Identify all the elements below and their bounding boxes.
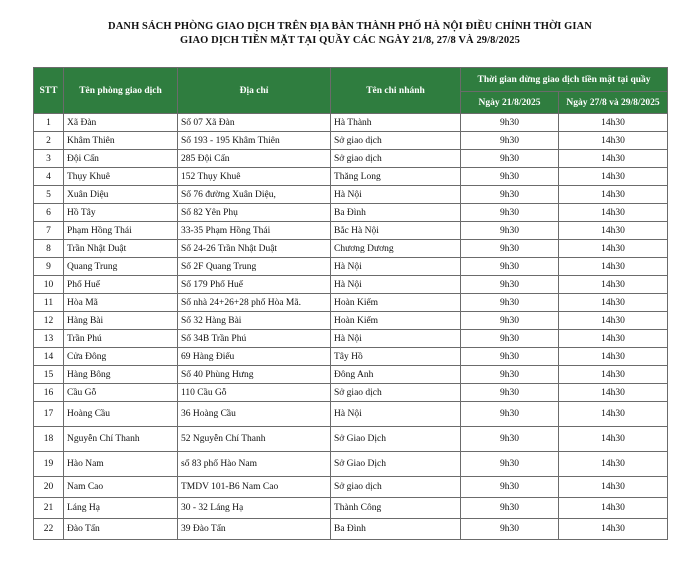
- cell-time-date-2: 14h30: [559, 204, 668, 222]
- cell-time-date-1: 9h30: [461, 114, 559, 132]
- cell-address: 33-35 Phạm Hồng Thái: [178, 222, 331, 240]
- cell-address: Số 32 Hàng Bài: [178, 312, 331, 330]
- cell-branch: Hà Nội: [331, 276, 461, 294]
- table-row: [34, 114, 668, 132]
- cell-time-date-2: 14h30: [559, 312, 668, 330]
- header-address: Địa chỉ: [178, 68, 331, 114]
- cell-office-name: Cầu Gỗ: [64, 384, 178, 402]
- cell-office-name: Cửa Đông: [64, 348, 178, 366]
- cell-office-name: Thụy Khuê: [64, 168, 178, 186]
- cell-stt: 8: [34, 240, 64, 258]
- cell-address: 36 Hoàng Cầu: [178, 402, 331, 427]
- cell-time-date-2: 14h30: [559, 477, 668, 498]
- table-row: [34, 312, 668, 330]
- cell-branch: Hà Nội: [331, 186, 461, 204]
- cell-branch: Sở giao dịch: [331, 150, 461, 168]
- cell-stt: 13: [34, 330, 64, 348]
- cell-time-date-2: 14h30: [559, 330, 668, 348]
- table-row: [34, 498, 668, 519]
- cell-time-date-2: 14h30: [559, 132, 668, 150]
- cell-office-name: Phạm Hồng Thái: [64, 222, 178, 240]
- cell-office-name: Hàng Bông: [64, 366, 178, 384]
- cell-address: Số 2F Quang Trung: [178, 258, 331, 276]
- cell-office-name: Xã Đàn: [64, 114, 178, 132]
- cell-branch: Ba Đình: [331, 204, 461, 222]
- cell-address: 110 Cầu Gỗ: [178, 384, 331, 402]
- title-line-1: DANH SÁCH PHÒNG GIAO DỊCH TRÊN ĐỊA BÀN THÀNH PHỐ HÀ NỘI ĐIỀU CHỈNH THỜI GIAN: [108, 21, 592, 32]
- cell-address: 30 - 32 Láng Hạ: [178, 498, 331, 519]
- cell-address: Số 24-26 Trần Nhật Duật: [178, 240, 331, 258]
- cell-time-date-1: 9h30: [461, 222, 559, 240]
- cell-time-date-1: 9h30: [461, 384, 559, 402]
- cell-office-name: Hồ Tây: [64, 204, 178, 222]
- cell-office-name: Hoàng Cầu: [64, 402, 178, 427]
- cell-branch: Sở Giao Dịch: [331, 427, 461, 452]
- cell-time-date-1: 9h30: [461, 132, 559, 150]
- cell-time-date-2: 14h30: [559, 222, 668, 240]
- table-row: [34, 519, 668, 540]
- cell-address: TMDV 101-B6 Nam Cao: [178, 477, 331, 498]
- cell-stt: 2: [34, 132, 64, 150]
- cell-time-date-2: 14h30: [559, 452, 668, 477]
- cell-stt: 15: [34, 366, 64, 384]
- table-row: [34, 348, 668, 366]
- cell-address: Số 40 Phùng Hưng: [178, 366, 331, 384]
- cell-branch: Hà Nội: [331, 402, 461, 427]
- cell-office-name: Đào Tấn: [64, 519, 178, 540]
- cell-time-date-1: 9h30: [461, 366, 559, 384]
- cell-stt: 5: [34, 186, 64, 204]
- cell-branch: Tây Hồ: [331, 348, 461, 366]
- cell-branch: Sở giao dịch: [331, 132, 461, 150]
- cell-branch: Sở giao dịch: [331, 477, 461, 498]
- cell-time-date-1: 9h30: [461, 186, 559, 204]
- cell-time-date-1: 9h30: [461, 498, 559, 519]
- cell-stt: 21: [34, 498, 64, 519]
- table-row: [34, 258, 668, 276]
- cell-office-name: Hào Nam: [64, 452, 178, 477]
- table-row: [34, 384, 668, 402]
- cell-office-name: Xuân Diệu: [64, 186, 178, 204]
- cell-office-name: Quang Trung: [64, 258, 178, 276]
- cell-time-date-2: 14h30: [559, 294, 668, 312]
- transaction-office-table: [33, 67, 668, 540]
- cell-office-name: Đội Cấn: [64, 150, 178, 168]
- header-office-name: Tên phòng giao dịch: [64, 68, 178, 114]
- cell-time-date-1: 9h30: [461, 204, 559, 222]
- cell-time-date-2: 14h30: [559, 168, 668, 186]
- cell-stt: 19: [34, 452, 64, 477]
- cell-office-name: Phố Huế: [64, 276, 178, 294]
- cell-stt: 10: [34, 276, 64, 294]
- cell-stt: 11: [34, 294, 64, 312]
- cell-time-date-2: 14h30: [559, 276, 668, 294]
- cell-time-date-1: 9h30: [461, 150, 559, 168]
- cell-address: 285 Đội Cấn: [178, 150, 331, 168]
- cell-branch: Thành Công: [331, 498, 461, 519]
- cell-office-name: Trần Nhật Duật: [64, 240, 178, 258]
- cell-stt: 16: [34, 384, 64, 402]
- cell-time-date-1: 9h30: [461, 312, 559, 330]
- cell-time-date-2: 14h30: [559, 114, 668, 132]
- cell-time-date-1: 9h30: [461, 168, 559, 186]
- table-row: [34, 186, 668, 204]
- cell-address: 69 Hàng Điếu: [178, 348, 331, 366]
- cell-time-date-2: 14h30: [559, 348, 668, 366]
- table-body: [34, 114, 668, 540]
- cell-branch: Hà Nội: [331, 258, 461, 276]
- table-row: [34, 222, 668, 240]
- cell-time-date-1: 9h30: [461, 477, 559, 498]
- cell-address: Số 82 Yên Phụ: [178, 204, 331, 222]
- cell-time-date-2: 14h30: [559, 240, 668, 258]
- cell-time-date-2: 14h30: [559, 427, 668, 452]
- cell-address: Số 193 - 195 Khâm Thiên: [178, 132, 331, 150]
- cell-office-name: Trần Phú: [64, 330, 178, 348]
- cell-branch: Hoàn Kiếm: [331, 294, 461, 312]
- cell-time-date-1: 9h30: [461, 519, 559, 540]
- cell-time-date-1: 9h30: [461, 294, 559, 312]
- cell-time-date-1: 9h30: [461, 452, 559, 477]
- cell-address: 152 Thụy Khuê: [178, 168, 331, 186]
- cell-time-date-2: 14h30: [559, 384, 668, 402]
- table-row: [34, 402, 668, 427]
- cell-branch: Hoàn Kiếm: [331, 312, 461, 330]
- cell-branch: Bắc Hà Nội: [331, 222, 461, 240]
- cell-time-date-2: 14h30: [559, 519, 668, 540]
- table-row: [34, 477, 668, 498]
- table-row: [34, 276, 668, 294]
- header-stt: STT: [34, 68, 64, 114]
- document-title: [0, 20, 700, 48]
- table-row: [34, 132, 668, 150]
- cell-stt: 17: [34, 402, 64, 427]
- cell-branch: Ba Đình: [331, 519, 461, 540]
- cell-time-date-2: 14h30: [559, 402, 668, 427]
- cell-branch: Đông Anh: [331, 366, 461, 384]
- cell-stt: 1: [34, 114, 64, 132]
- cell-office-name: Nam Cao: [64, 477, 178, 498]
- cell-office-name: Láng Hạ: [64, 498, 178, 519]
- cell-time-date-2: 14h30: [559, 186, 668, 204]
- cell-time-date-1: 9h30: [461, 427, 559, 452]
- header-branch: Tên chi nhánh: [331, 68, 461, 114]
- table-row: [34, 330, 668, 348]
- cell-address: Số 07 Xã Đàn: [178, 114, 331, 132]
- cell-stt: 12: [34, 312, 64, 330]
- cell-time-date-1: 9h30: [461, 330, 559, 348]
- cell-address: Số 179 Phố Huế: [178, 276, 331, 294]
- cell-stt: 22: [34, 519, 64, 540]
- cell-branch: Hà Nội: [331, 330, 461, 348]
- cell-stt: 18: [34, 427, 64, 452]
- cell-office-name: Nguyễn Chí Thanh: [64, 427, 178, 452]
- table-row: [34, 168, 668, 186]
- cell-branch: Hà Thành: [331, 114, 461, 132]
- title-line-2: GIAO DỊCH TIỀN MẶT TẠI QUẦY CÁC NGÀY 21/8, 27/8 VÀ 29/8/2025: [180, 35, 520, 46]
- cell-time-date-2: 14h30: [559, 258, 668, 276]
- table-row: [34, 150, 668, 168]
- cell-branch: Chương Dương: [331, 240, 461, 258]
- cell-stt: 20: [34, 477, 64, 498]
- header-date-2: Ngày 27/8 và 29/8/2025: [559, 92, 668, 114]
- table-row: [34, 294, 668, 312]
- cell-office-name: Hòa Mã: [64, 294, 178, 312]
- cell-stt: 6: [34, 204, 64, 222]
- cell-office-name: Hàng Bài: [64, 312, 178, 330]
- cell-address: Số 76 đường Xuân Diệu,: [178, 186, 331, 204]
- cell-stt: 9: [34, 258, 64, 276]
- table-row: [34, 204, 668, 222]
- cell-time-date-1: 9h30: [461, 240, 559, 258]
- cell-office-name: Khâm Thiên: [64, 132, 178, 150]
- table-row: [34, 427, 668, 452]
- cell-time-date-1: 9h30: [461, 402, 559, 427]
- cell-address: số 83 phố Hào Nam: [178, 452, 331, 477]
- cell-time-date-2: 14h30: [559, 498, 668, 519]
- cell-time-date-1: 9h30: [461, 348, 559, 366]
- header-date-1: Ngày 21/8/2025: [461, 92, 559, 114]
- cell-address: 39 Đào Tấn: [178, 519, 331, 540]
- table-row: [34, 366, 668, 384]
- cell-stt: 14: [34, 348, 64, 366]
- cell-address: Số 34B Trần Phú: [178, 330, 331, 348]
- header-stop-time: Thời gian dừng giao dịch tiền mặt tại quầy: [461, 68, 668, 92]
- cell-address: Số nhà 24+26+28 phố Hòa Mã.: [178, 294, 331, 312]
- cell-branch: Sở giao dịch: [331, 384, 461, 402]
- cell-branch: Thăng Long: [331, 168, 461, 186]
- cell-stt: 4: [34, 168, 64, 186]
- cell-branch: Sở Giao Dịch: [331, 452, 461, 477]
- cell-time-date-2: 14h30: [559, 366, 668, 384]
- cell-address: 52 Nguyễn Chí Thanh: [178, 427, 331, 452]
- cell-stt: 3: [34, 150, 64, 168]
- cell-stt: 7: [34, 222, 64, 240]
- cell-time-date-1: 9h30: [461, 276, 559, 294]
- cell-time-date-2: 14h30: [559, 150, 668, 168]
- table-header: [34, 68, 668, 114]
- cell-time-date-1: 9h30: [461, 258, 559, 276]
- table-row: [34, 452, 668, 477]
- table-row: [34, 240, 668, 258]
